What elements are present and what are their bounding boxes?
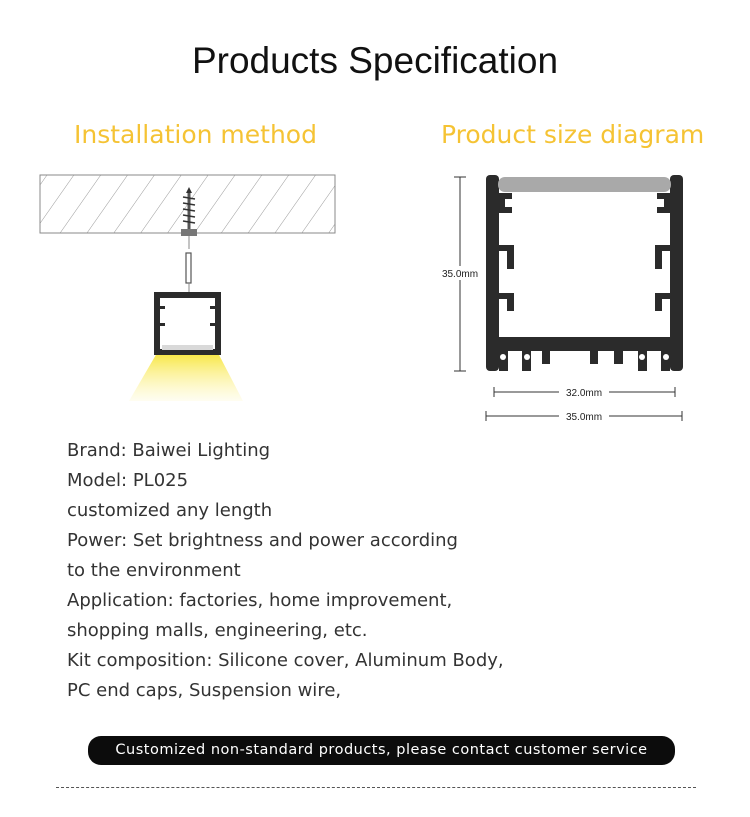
- spec-list: [67, 436, 504, 706]
- profile-small: [154, 292, 221, 355]
- spec-line-power: Power: Set brightness and power according: [67, 530, 458, 551]
- spec-line-application-cont: shopping malls, engineering, etc.: [67, 620, 368, 641]
- inner-width-label: 32.0mm: [565, 388, 603, 399]
- silicone-cover: [498, 177, 671, 192]
- spec-line-kit: Kit composition: Silicone cover, Aluminum Body,: [67, 650, 504, 671]
- outer-width-dimension: [486, 409, 682, 423]
- aluminum-profile: [486, 175, 683, 371]
- size-diagram: [410, 165, 710, 435]
- installation-heading: Installation method: [74, 120, 317, 149]
- contact-banner: Customized non-standard products, please contact customer service: [88, 736, 675, 765]
- outer-width-label: 35.0mm: [565, 412, 603, 423]
- suspension-wire: [186, 236, 191, 292]
- spec-line-model: Model: PL025: [67, 470, 189, 491]
- light-glow: [129, 353, 243, 401]
- installation-diagram: [0, 165, 360, 405]
- spec-line-kit-cont: PC end caps, Suspension wire,: [67, 680, 342, 701]
- inner-width-dimension: [494, 385, 675, 399]
- page-title: Products Specification: [191, 40, 559, 81]
- height-label: 35.0mm: [441, 269, 479, 280]
- end-cap-circles: [500, 354, 669, 360]
- size-heading: Product size diagram: [441, 120, 705, 149]
- spec-line-length: customized any length: [67, 500, 273, 521]
- spec-line-application: Application: factories, home improvement,: [67, 590, 453, 611]
- height-dimension: [438, 177, 482, 371]
- spec-line-brand: Brand: Baiwei Lighting: [67, 440, 271, 461]
- dashed-divider: [56, 787, 696, 788]
- spec-line-power-cont: to the environment: [67, 560, 241, 581]
